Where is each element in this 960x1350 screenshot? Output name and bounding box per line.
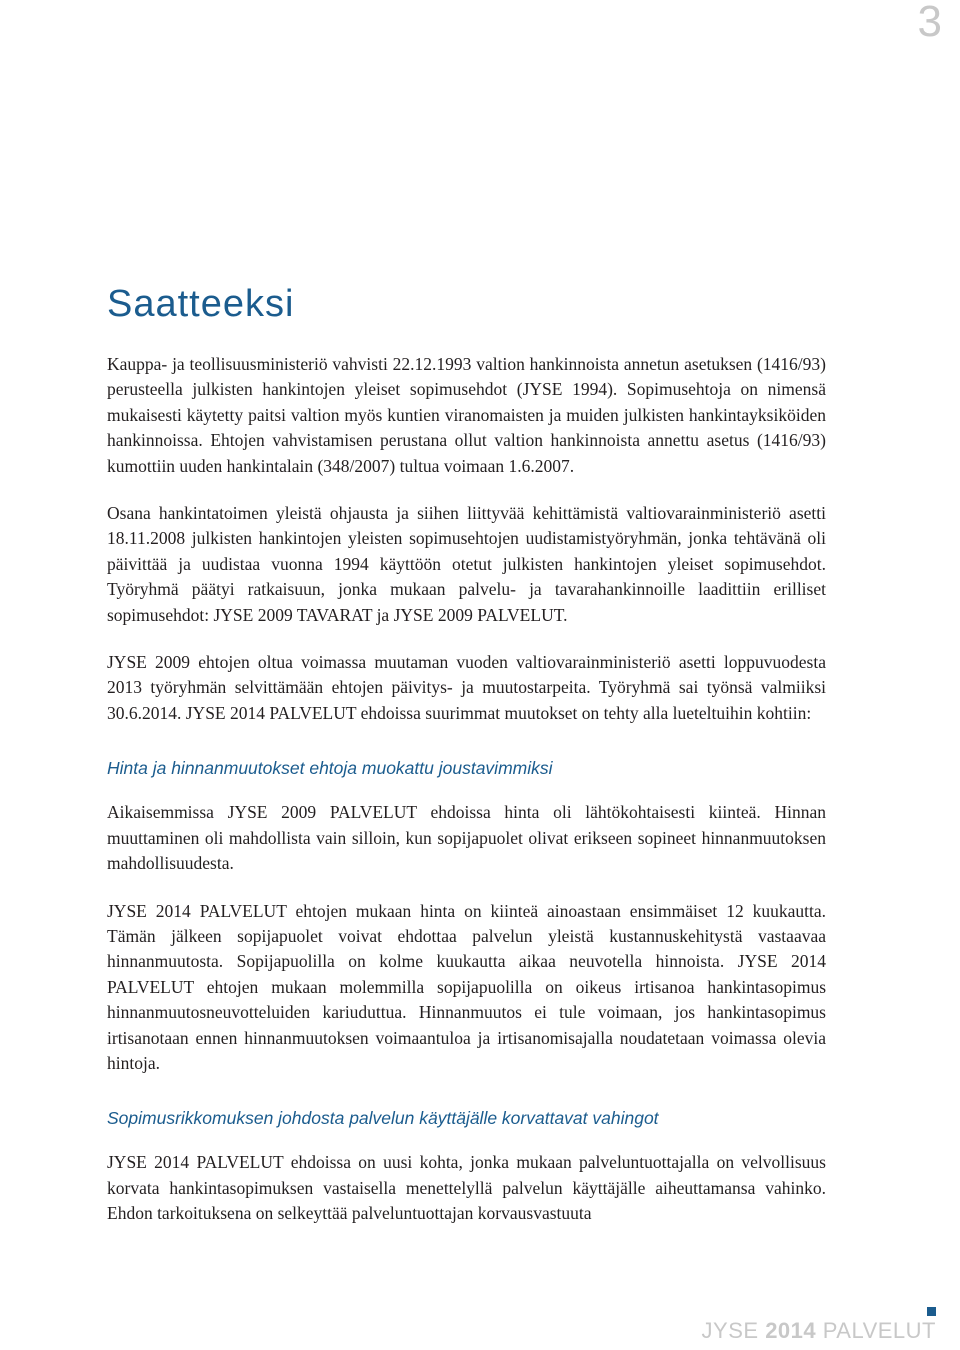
section-paragraph: Aikaisemmissa JYSE 2009 PALVELUT ehdoissa hinta oli lähtökohtaisesti kiinteä. Hinnan muuttaminen oli mahdollista vain silloin, kun sopijapuolet olivat erikseen sopineet hinnanmuutoksen mahdollisuudesta.: [107, 802, 826, 874]
intro-paragraph: JYSE 2009 ehtojen oltua voimassa muutaman vuoden valtiovarainministeriö asetti loppuvuodesta 2013 työryhmän selvittämään ehtojen päivitys- ja muutostarpeita. Työryhmä sai työnsä valmiiksi 30.6.2014. JYSE 2014 PALVELUT ehdoissa suurimmat muutokset on tehty alla lueteltuihin kohtiin:: [107, 652, 826, 723]
section-heading-price: Hinta ja hinnanmuutokset ehtoja muokattu joustavimmiksi: [107, 758, 553, 779]
section-paragraph: JYSE 2014 PALVELUT ehtojen mukaan hinta on kiinteä ainoastaan ensimmäiset 12 kuukautta. Tämän jälkeen sopijapuolet voivat ehdottaa palvelun yleistä kustannuskehitystä vastaavaa hinnanmuutosta. Sopijapuolilla on kolme kuukautta aikaa neuvotella hinnoista. JYSE 2014 PALVELUT ehtojen mukaan molemmilla sopijapuolilla on oikeus irtisanoa hankintasopimus hinnanmuutosneuvotteluiden kariuduttua. Hinnanmuutos ei tule voimaan, jos hankintasopimus irtisanotaan ennen hinnanmuutoksen voimaantuloa ja irtisanomisajalla noudatetaan voimassa olevia hintoja.: [107, 900, 826, 1073]
page-title: Saatteeksi: [107, 283, 295, 325]
intro-paragraph: Kauppa- ja teollisuusministeriö vahvisti 22.12.1993 valtion hankinnoista annetun asetuksen (1416/93) perusteella julkisten hankintojen yleiset sopimusehdot (JYSE 1994). Sopimusehtoja on nimensä mukaisesti käytetty paitsi valtion myös kuntien viranomaisten ja muiden julkisten hankintayksiköiden hankinnoissa. Ehtojen vahvistamisen perustana ollut valtion hankinnoista annettu asetus (1416/93) kumottiin uuden hankintalain (348/2007) tultua voimaan 1.6.2007.: [107, 354, 826, 476]
page-content: [107, 282, 826, 1249]
section-paragraph: JYSE 2014 PALVELUT ehdoissa on uusi kohta, jonka mukaan palveluntuottajalla on velvollisuus korvata hankintasopimuksen vastaisella menettelyllä palvelun käyttäjälle aiheuttamansa vahinko. Ehdon tarkoituksena on selkeyttää palveluntuottajan korvausvastuuta: [107, 1152, 826, 1224]
footer-brand-name: JYSE: [701, 1318, 759, 1343]
footer-square-icon: [927, 1307, 936, 1316]
footer-brand: [702, 1318, 936, 1344]
intro-paragraph: Osana hankintatoimen yleistä ohjausta ja siihen liittyvää kehittämistä valtiovarainministeriö asetti 18.11.2008 julkisten hankintojen yleisten sopimusehtojen uudistamistyöryhmän, jonka tehtävänä oli päivittää ja uudistaa vuonna 1994 käyttöön otetut julkisten hankintojen yleiset sopimusehdot. Työryhmä päätyi ratkaisuun, jonka mukaan palvelu- ja tavarahankinnoille laadittiin erilliset sopimusehdot: JYSE 2009 TAVARAT ja JYSE 2009 PALVELUT.: [107, 503, 826, 625]
footer-label: PALVELUT: [822, 1318, 936, 1343]
section-heading-damages: Sopimusrikkomuksen johdosta palvelun käyttäjälle korvattavat vahingot: [107, 1108, 659, 1129]
footer-year: 2014: [765, 1318, 817, 1343]
page-number: 3: [917, 0, 942, 46]
